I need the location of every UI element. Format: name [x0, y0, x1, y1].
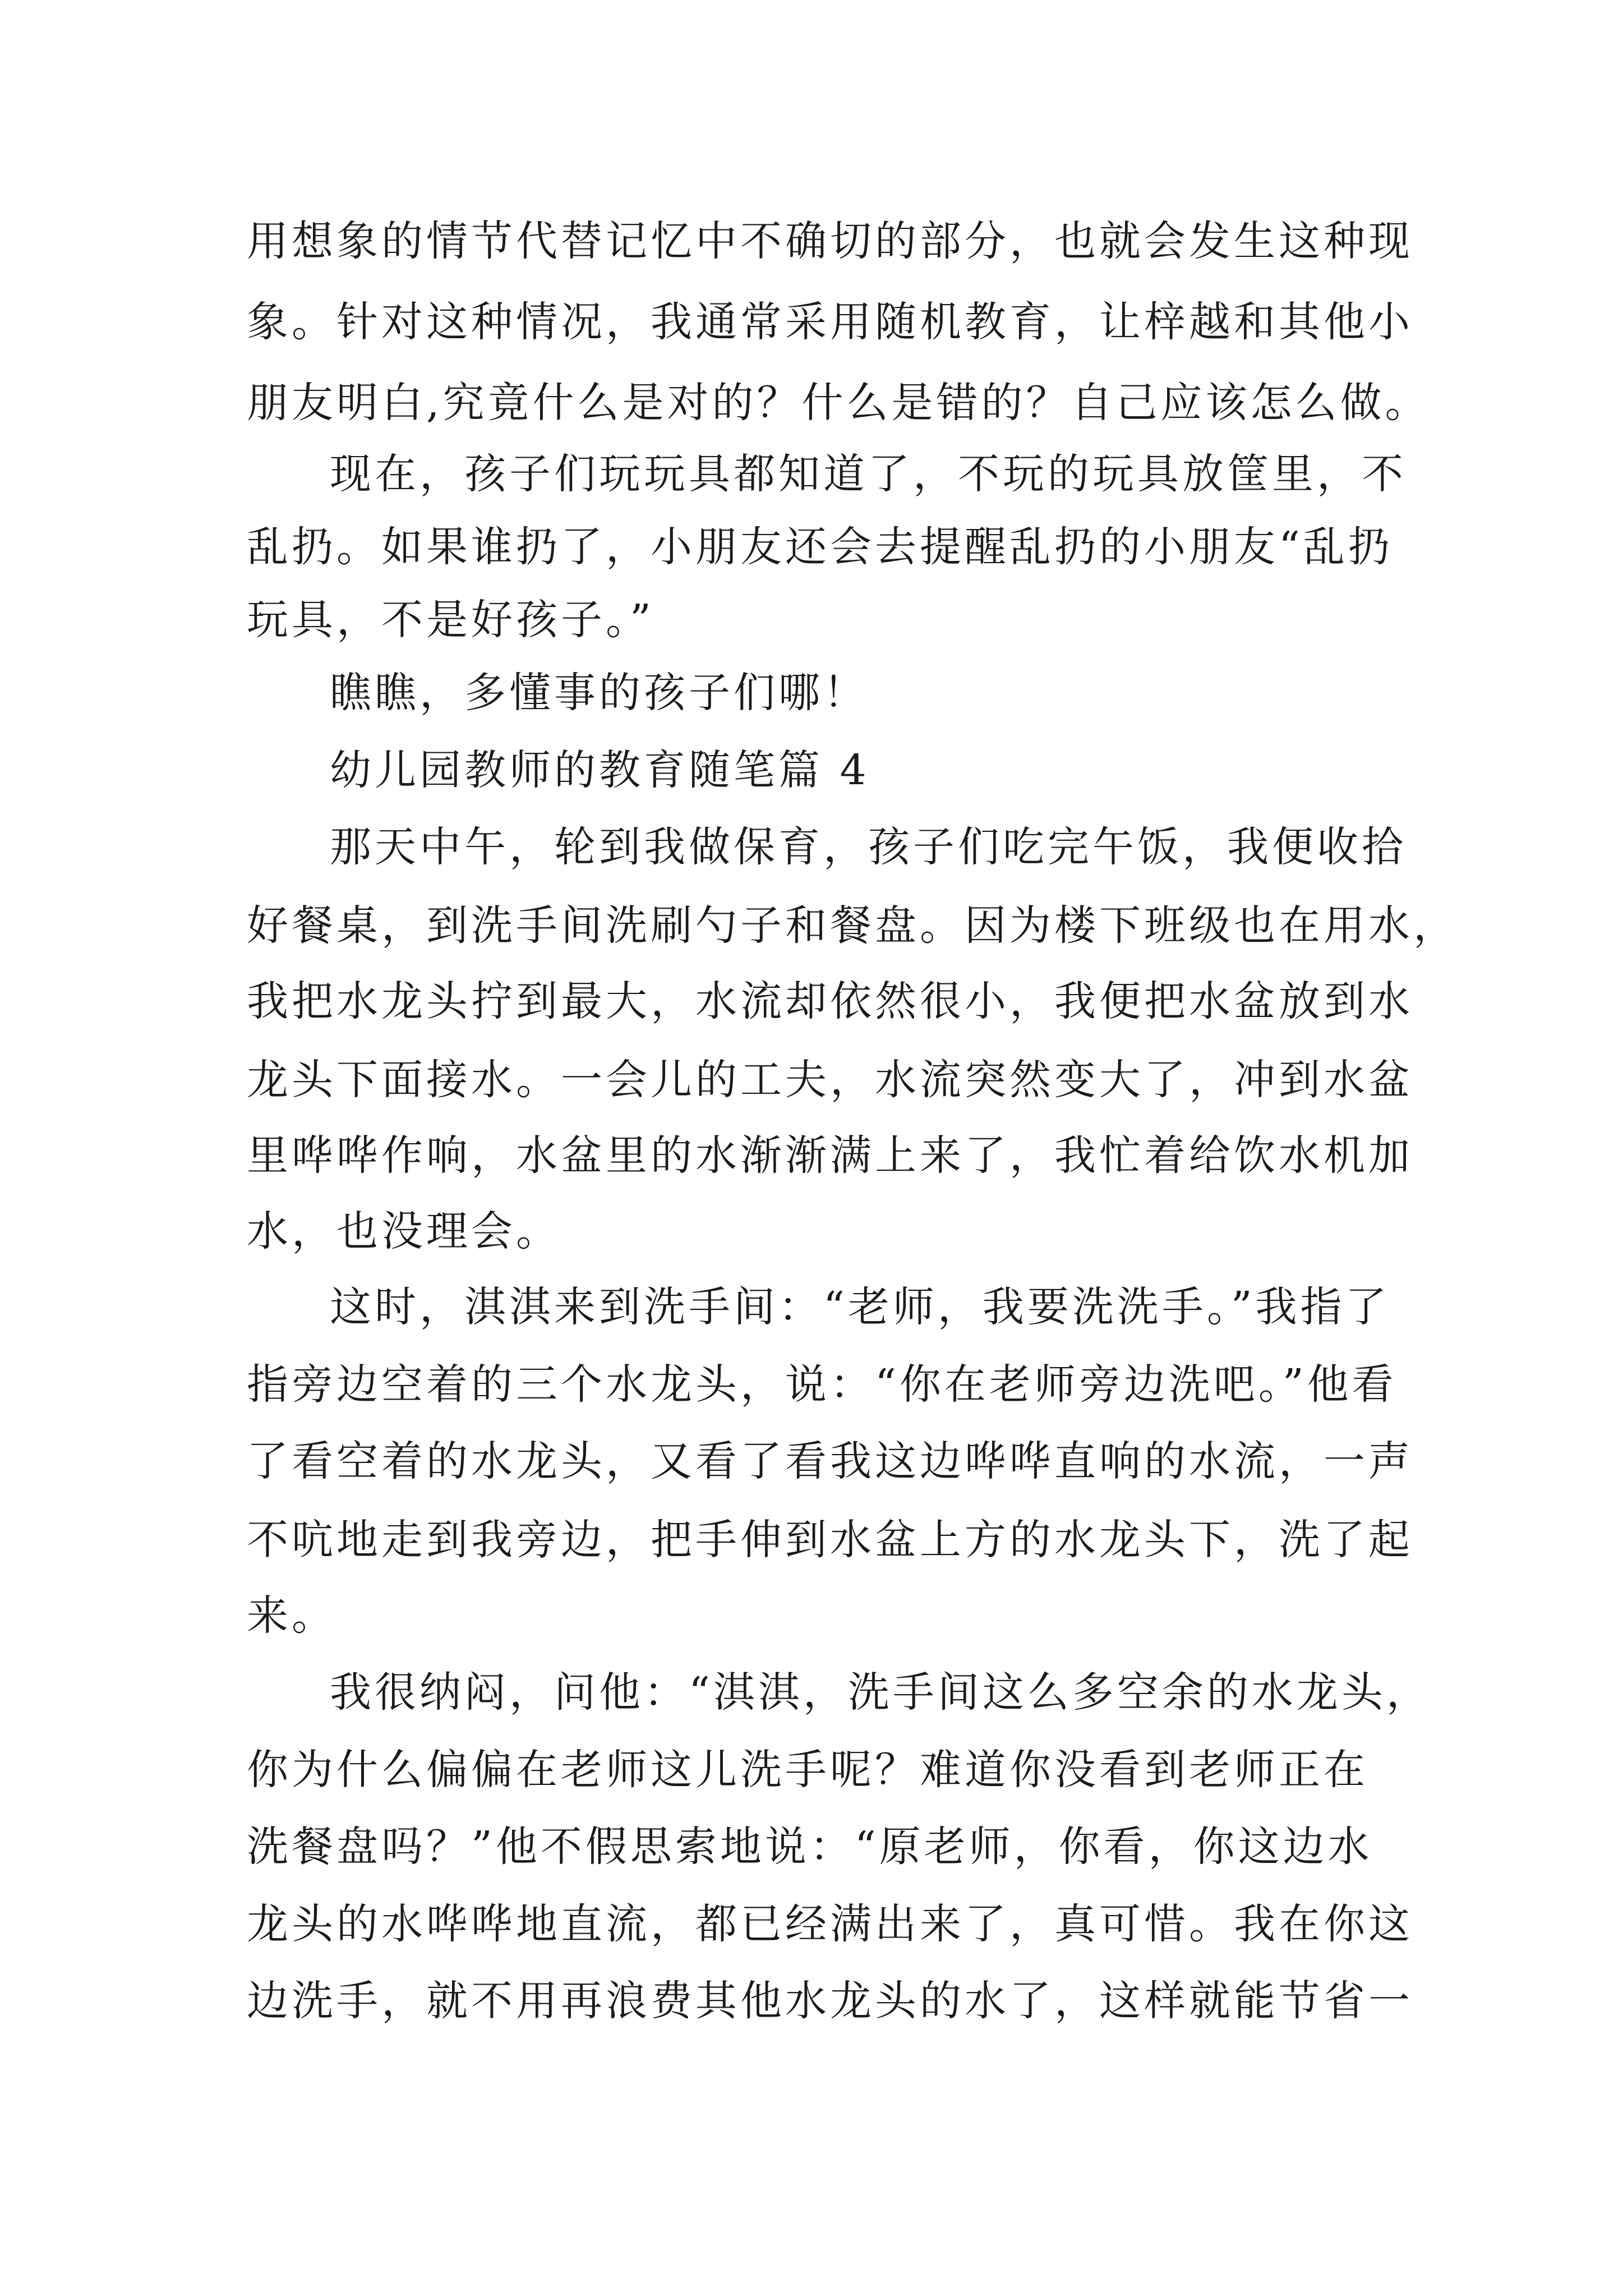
paragraph-line: 我很纳闷，问他：“淇淇，洗手间这么多空余的水龙头，	[330, 1668, 1431, 1717]
paragraph-line: 朋友明白,究竟什么是对的？什么是错的？自己应该怎么做。	[247, 379, 1430, 427]
section-heading: 幼儿园教师的教育随笔篇 4	[330, 746, 870, 794]
paragraph-line: 玩具，不是好孩子。”	[247, 596, 654, 644]
paragraph-line: 洗餐盘吗？”他不假思索地说：“原老师，你看，你这边水	[247, 1823, 1373, 1871]
paragraph-line: 象。针对这种情况，我通常采用随机教育，让梓越和其他小	[247, 298, 1413, 346]
paragraph-line: 我把水龙头拧到最大，水流却依然很小，我便把水盆放到水	[247, 977, 1413, 1025]
paragraph-line: 来。	[247, 1591, 336, 1640]
paragraph-line: 了看空着的水龙头，又看了看我这边哗哗直响的水流，一声	[247, 1437, 1413, 1485]
paragraph-line: 里哗哗作响，水盆里的水渐渐满上来了，我忙着给饮水机加	[247, 1131, 1413, 1180]
paragraph-line: 不吭地走到我旁边，把手伸到水盆上方的水龙头下，洗了起	[247, 1516, 1413, 1564]
paragraph-line: 龙头的水哗哗地直流，都已经满出来了，真可惜。我在你这	[247, 1900, 1413, 1948]
paragraph-line: 乱扔。如果谁扔了，小朋友还会去提醒乱扔的小朋友“乱扔	[247, 523, 1393, 571]
paragraph-line: 水，也没理会。	[247, 1207, 561, 1255]
paragraph-line: 指旁边空着的三个水龙头，说：“你在老师旁边洗吧。”他看	[247, 1360, 1397, 1409]
paragraph-line: 那天中午，轮到我做保育，孩子们吃完午饭，我便收拾	[330, 823, 1407, 871]
paragraph-line: 边洗手，就不用再浪费其他水龙头的水了，这样就能节省一	[247, 1977, 1413, 2025]
paragraph-line: 龙头下面接水。一会儿的工夫，水流突然变大了，冲到水盆	[247, 1056, 1413, 1104]
paragraph-line: 好餐桌，到洗手间洗刷勺子和餐盘。因为楼下班级也在用水，	[247, 901, 1458, 950]
paragraph-line: 瞧瞧，多懂事的孩子们哪！	[330, 669, 868, 717]
paragraph-line: 你为什么偏偏在老师这儿洗手呢？难道你没看到老师正在	[247, 1746, 1368, 1794]
paragraph-line: 用想象的情节代替记忆中不确切的部分，也就会发生这种现	[247, 217, 1413, 265]
paragraph-line: 这时，淇淇来到洗手间：“老师，我要洗洗手。”我指了	[330, 1283, 1390, 1331]
paragraph-line: 现在，孩子们玩玩具都知道了，不玩的玩具放筐里，不	[330, 450, 1407, 498]
